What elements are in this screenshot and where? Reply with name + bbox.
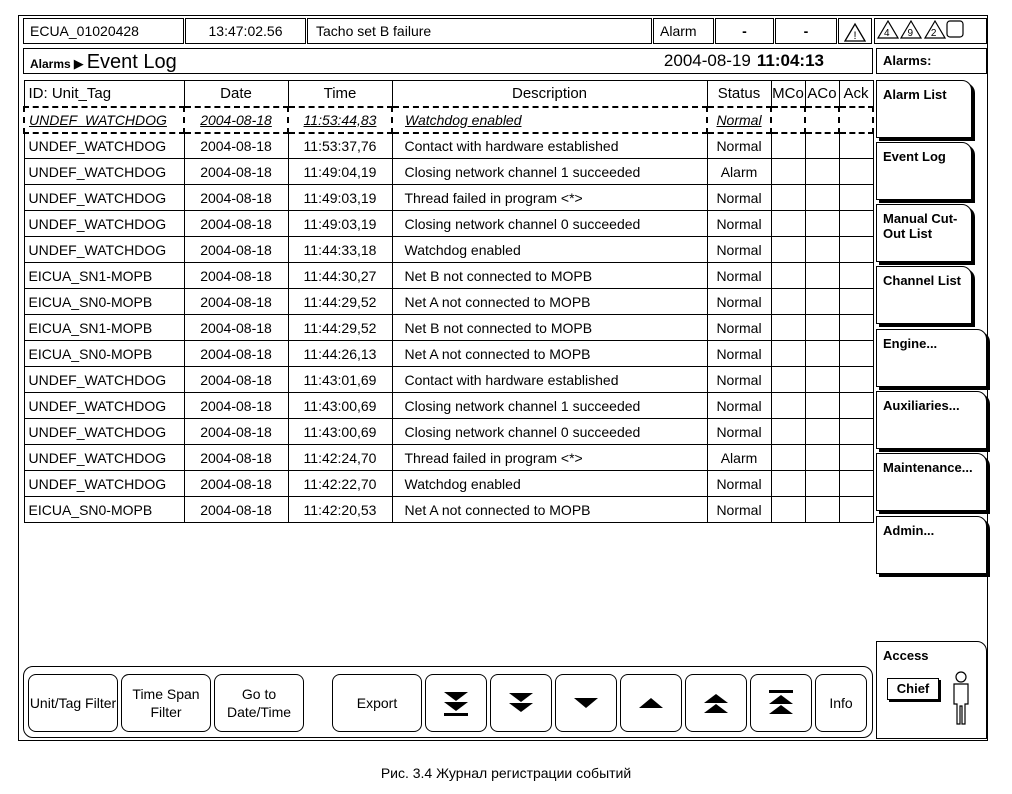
sidebar-item-alarm-list[interactable]: Alarm List	[876, 80, 972, 138]
breadcrumb-alarms[interactable]: Alarms	[30, 57, 71, 71]
table-header-row	[24, 81, 873, 107]
cell-status: Normal	[707, 185, 771, 211]
page-title: Event Log	[86, 51, 177, 73]
cell-unit-tag: UNDEF_WATCHDOG	[24, 237, 184, 263]
cell-status: Normal	[707, 367, 771, 393]
event-log-table	[23, 80, 874, 523]
unit-id: ECUA_01020428	[23, 18, 184, 44]
alarm-count-indicators	[874, 18, 987, 44]
cell-time: 11:53:37,76	[288, 133, 392, 159]
cell-unit-tag: EICUA_SN1-MOPB	[24, 263, 184, 289]
cell-description: Contact with hardware established	[392, 367, 707, 393]
cell-ack	[839, 159, 873, 185]
sidebar-item-manual-cut-out-list[interactable]: Manual Cut-Out List	[876, 204, 972, 262]
alarm-state: Alarm	[653, 18, 714, 44]
chevron-down-icon	[571, 696, 601, 710]
table-row[interactable]	[24, 341, 873, 367]
cell-aco	[805, 419, 839, 445]
cell-status: Normal	[707, 107, 771, 133]
cell-time: 11:49:03,19	[288, 211, 392, 237]
double-chevron-up-bar-icon	[766, 689, 796, 717]
cell-time: 11:43:00,69	[288, 393, 392, 419]
cell-description: Net A not connected to MOPB	[392, 341, 707, 367]
cell-status: Normal	[707, 341, 771, 367]
cell-mco	[771, 367, 805, 393]
cell-ack	[839, 237, 873, 263]
page-down-button[interactable]	[490, 674, 552, 732]
cell-aco	[805, 263, 839, 289]
cell-unit-tag: UNDEF_WATCHDOG	[24, 393, 184, 419]
cell-unit-tag: UNDEF_WATCHDOG	[24, 133, 184, 159]
cell-aco	[805, 497, 839, 523]
cell-time: 11:44:29,52	[288, 289, 392, 315]
cell-ack	[839, 419, 873, 445]
double-chevron-down-icon	[506, 691, 536, 715]
table-row[interactable]	[24, 263, 873, 289]
table-row[interactable]	[24, 445, 873, 471]
cell-date: 2004-08-18	[184, 419, 288, 445]
table-row[interactable]	[24, 419, 873, 445]
cell-date: 2004-08-18	[184, 497, 288, 523]
cell-status: Alarm	[707, 159, 771, 185]
cell-date: 2004-08-18	[184, 211, 288, 237]
double-chevron-up-icon	[701, 691, 731, 715]
scroll-to-top-button[interactable]	[750, 674, 812, 732]
table-row[interactable]	[24, 133, 873, 159]
cell-aco	[805, 341, 839, 367]
cell-description: Net B not connected to MOPB	[392, 263, 707, 289]
column-header-time[interactable]: Time	[288, 81, 392, 107]
column-header-mco[interactable]: MCo	[771, 81, 805, 107]
cell-ack	[839, 133, 873, 159]
cell-time: 11:53:44,83	[288, 107, 392, 133]
time-span-filter-button[interactable]: Time Span Filter	[121, 674, 211, 732]
sidebar-item-engine[interactable]: Engine...	[876, 329, 987, 387]
cell-aco	[805, 367, 839, 393]
sidebar-item-channel-list[interactable]: Channel List	[876, 266, 972, 324]
column-header-status[interactable]: Status	[707, 81, 771, 107]
table-row[interactable]	[24, 497, 873, 523]
cell-unit-tag: UNDEF_WATCHDOG	[24, 419, 184, 445]
access-panel	[876, 641, 987, 739]
cell-date: 2004-08-18	[184, 367, 288, 393]
cell-ack	[839, 107, 873, 133]
page-header	[23, 48, 873, 74]
access-level-button[interactable]: Chief	[887, 678, 939, 700]
cell-status: Normal	[707, 289, 771, 315]
cell-mco	[771, 315, 805, 341]
bottom-toolbar	[23, 666, 873, 738]
go-to-date-time-button[interactable]: Go to Date/Time	[214, 674, 304, 732]
cell-aco	[805, 185, 839, 211]
cell-aco	[805, 107, 839, 133]
sidebar-item-auxiliaries[interactable]: Auxiliaries...	[876, 391, 987, 449]
cell-mco	[771, 341, 805, 367]
cell-description: Watchdog enabled	[392, 107, 707, 133]
cell-unit-tag: UNDEF_WATCHDOG	[24, 367, 184, 393]
cell-date: 2004-08-18	[184, 237, 288, 263]
current-alarm-message[interactable]: Tacho set B failure	[307, 18, 652, 44]
cell-date: 2004-08-18	[184, 107, 288, 133]
breadcrumb	[30, 51, 177, 75]
cell-date: 2004-08-18	[184, 341, 288, 367]
cell-ack	[839, 367, 873, 393]
chevron-up-icon	[636, 696, 666, 710]
cell-time: 11:42:24,70	[288, 445, 392, 471]
cell-status: Normal	[707, 497, 771, 523]
cell-description: Net A not connected to MOPB	[392, 289, 707, 315]
cell-ack	[839, 263, 873, 289]
cell-mco	[771, 289, 805, 315]
cell-ack	[839, 445, 873, 471]
cell-date: 2004-08-18	[184, 315, 288, 341]
info-button[interactable]: Info	[815, 674, 867, 732]
table-row[interactable]	[24, 159, 873, 185]
blank-indicator-icon[interactable]	[946, 20, 964, 45]
cell-description: Net B not connected to MOPB	[392, 315, 707, 341]
cell-aco	[805, 237, 839, 263]
cell-ack	[839, 211, 873, 237]
cell-time: 11:43:01,69	[288, 367, 392, 393]
alarm-count-value: 4	[884, 28, 890, 40]
status-field-2: -	[775, 18, 837, 44]
cell-mco	[771, 159, 805, 185]
page-up-button[interactable]	[685, 674, 747, 732]
cell-description: Net A not connected to MOPB	[392, 497, 707, 523]
cell-date: 2004-08-18	[184, 289, 288, 315]
sidebar-item-maintenance[interactable]: Maintenance...	[876, 453, 987, 511]
cell-time: 11:44:29,52	[288, 315, 392, 341]
cell-date: 2004-08-18	[184, 263, 288, 289]
cell-time: 11:49:04,19	[288, 159, 392, 185]
cell-status: Normal	[707, 419, 771, 445]
table-row[interactable]	[24, 107, 873, 133]
cell-status: Normal	[707, 133, 771, 159]
column-header-description[interactable]: Description	[392, 81, 707, 107]
figure-caption: Рис. 3.4 Журнал регистрации событий	[380, 765, 632, 781]
unit-tag-filter-button[interactable]: Unit/Tag Filter	[28, 674, 118, 732]
cell-description: Thread failed in program <*>	[392, 445, 707, 471]
cell-status: Alarm	[707, 445, 771, 471]
hmi-screen	[18, 15, 988, 741]
alarm-count-value: 9	[907, 28, 914, 40]
table-row[interactable]	[24, 471, 873, 497]
column-header-unit-tag[interactable]: ID: Unit_Tag	[24, 81, 184, 107]
sidebar-item-event-log[interactable]: Event Log	[876, 142, 972, 200]
scroll-down-button[interactable]	[555, 674, 617, 732]
scroll-up-button[interactable]	[620, 674, 682, 732]
cell-aco	[805, 159, 839, 185]
cell-unit-tag: UNDEF_WATCHDOG	[24, 445, 184, 471]
cell-status: Normal	[707, 471, 771, 497]
cell-time: 11:44:30,27	[288, 263, 392, 289]
cell-mco	[771, 497, 805, 523]
cell-time: 11:44:33,18	[288, 237, 392, 263]
cell-aco	[805, 211, 839, 237]
cell-mco	[771, 471, 805, 497]
cell-mco	[771, 107, 805, 133]
cell-time: 11:43:00,69	[288, 419, 392, 445]
table-row[interactable]	[24, 315, 873, 341]
cell-date: 2004-08-18	[184, 133, 288, 159]
cell-unit-tag: UNDEF_WATCHDOG	[24, 185, 184, 211]
cell-unit-tag: UNDEF_WATCHDOG	[24, 211, 184, 237]
cell-unit-tag: UNDEF_WATCHDOG	[24, 159, 184, 185]
cell-date: 2004-08-18	[184, 393, 288, 419]
cell-aco	[805, 315, 839, 341]
column-header-ack[interactable]: Ack	[839, 81, 873, 107]
cell-unit-tag: EICUA_SN0-MOPB	[24, 497, 184, 523]
header-date: 2004-08-19	[663, 51, 751, 70]
double-chevron-down-bar-icon	[441, 689, 471, 717]
table-row[interactable]	[24, 289, 873, 315]
cell-status: Normal	[707, 263, 771, 289]
column-header-date[interactable]: Date	[184, 81, 288, 107]
cell-time: 11:42:22,70	[288, 471, 392, 497]
cell-description: Closing network channel 1 succeeded	[392, 393, 707, 419]
cell-unit-tag: UNDEF_WATCHDOG	[24, 107, 184, 133]
cell-ack	[839, 315, 873, 341]
cell-description: Watchdog enabled	[392, 471, 707, 497]
cell-description: Closing network channel 0 succeeded	[392, 211, 707, 237]
scroll-to-bottom-button[interactable]	[425, 674, 487, 732]
cell-mco	[771, 445, 805, 471]
cell-time: 11:44:26,13	[288, 341, 392, 367]
cell-mco	[771, 419, 805, 445]
cell-mco	[771, 133, 805, 159]
cell-description: Watchdog enabled	[392, 237, 707, 263]
cell-description: Thread failed in program <*>	[392, 185, 707, 211]
status-field-1: -	[715, 18, 774, 44]
cell-status: Normal	[707, 237, 771, 263]
cell-mco	[771, 263, 805, 289]
cell-mco	[771, 185, 805, 211]
warning-icon[interactable]	[838, 18, 872, 44]
cell-ack	[839, 497, 873, 523]
cell-mco	[771, 237, 805, 263]
table-row[interactable]	[24, 185, 873, 211]
cell-status: Normal	[707, 211, 771, 237]
access-label: Access	[883, 648, 929, 663]
cell-unit-tag: UNDEF_WATCHDOG	[24, 471, 184, 497]
cell-aco	[805, 133, 839, 159]
cell-aco	[805, 289, 839, 315]
header-time: 11:04:13	[756, 51, 824, 70]
sidebar-title: Alarms:	[876, 48, 987, 74]
cell-ack	[839, 185, 873, 211]
cell-status: Normal	[707, 315, 771, 341]
cell-aco	[805, 471, 839, 497]
table-row[interactable]	[24, 393, 873, 419]
cell-description: Closing network channel 1 succeeded	[392, 159, 707, 185]
table-row[interactable]	[24, 211, 873, 237]
cell-unit-tag: EICUA_SN0-MOPB	[24, 289, 184, 315]
cell-aco	[805, 445, 839, 471]
system-clock: 13:47:02.56	[185, 18, 306, 44]
cell-unit-tag: EICUA_SN1-MOPB	[24, 315, 184, 341]
cell-ack	[839, 341, 873, 367]
cell-date: 2004-08-18	[184, 445, 288, 471]
user-icon	[949, 670, 973, 731]
cell-date: 2004-08-18	[184, 471, 288, 497]
cell-time: 11:42:20,53	[288, 497, 392, 523]
cell-date: 2004-08-18	[184, 185, 288, 211]
svg-text:!: !	[853, 30, 857, 43]
cell-mco	[771, 211, 805, 237]
breadcrumb-arrow-icon: ▶	[73, 56, 84, 71]
cell-description: Contact with hardware established	[392, 133, 707, 159]
cell-status: Normal	[707, 393, 771, 419]
cell-unit-tag: EICUA_SN0-MOPB	[24, 341, 184, 367]
table-row[interactable]	[24, 237, 873, 263]
header-datetime	[664, 50, 824, 72]
cell-mco	[771, 393, 805, 419]
export-button[interactable]: Export	[332, 674, 422, 732]
cell-ack	[839, 471, 873, 497]
cell-description: Closing network channel 0 succeeded	[392, 419, 707, 445]
sidebar-item-admin[interactable]: Admin...	[876, 516, 987, 574]
cell-ack	[839, 393, 873, 419]
cell-ack	[839, 289, 873, 315]
table-row[interactable]	[24, 367, 873, 393]
cell-time: 11:49:03,19	[288, 185, 392, 211]
cell-date: 2004-08-18	[184, 159, 288, 185]
column-header-aco[interactable]: ACo	[805, 81, 839, 107]
cell-aco	[805, 393, 839, 419]
alarm-count-value: 2	[930, 28, 937, 40]
